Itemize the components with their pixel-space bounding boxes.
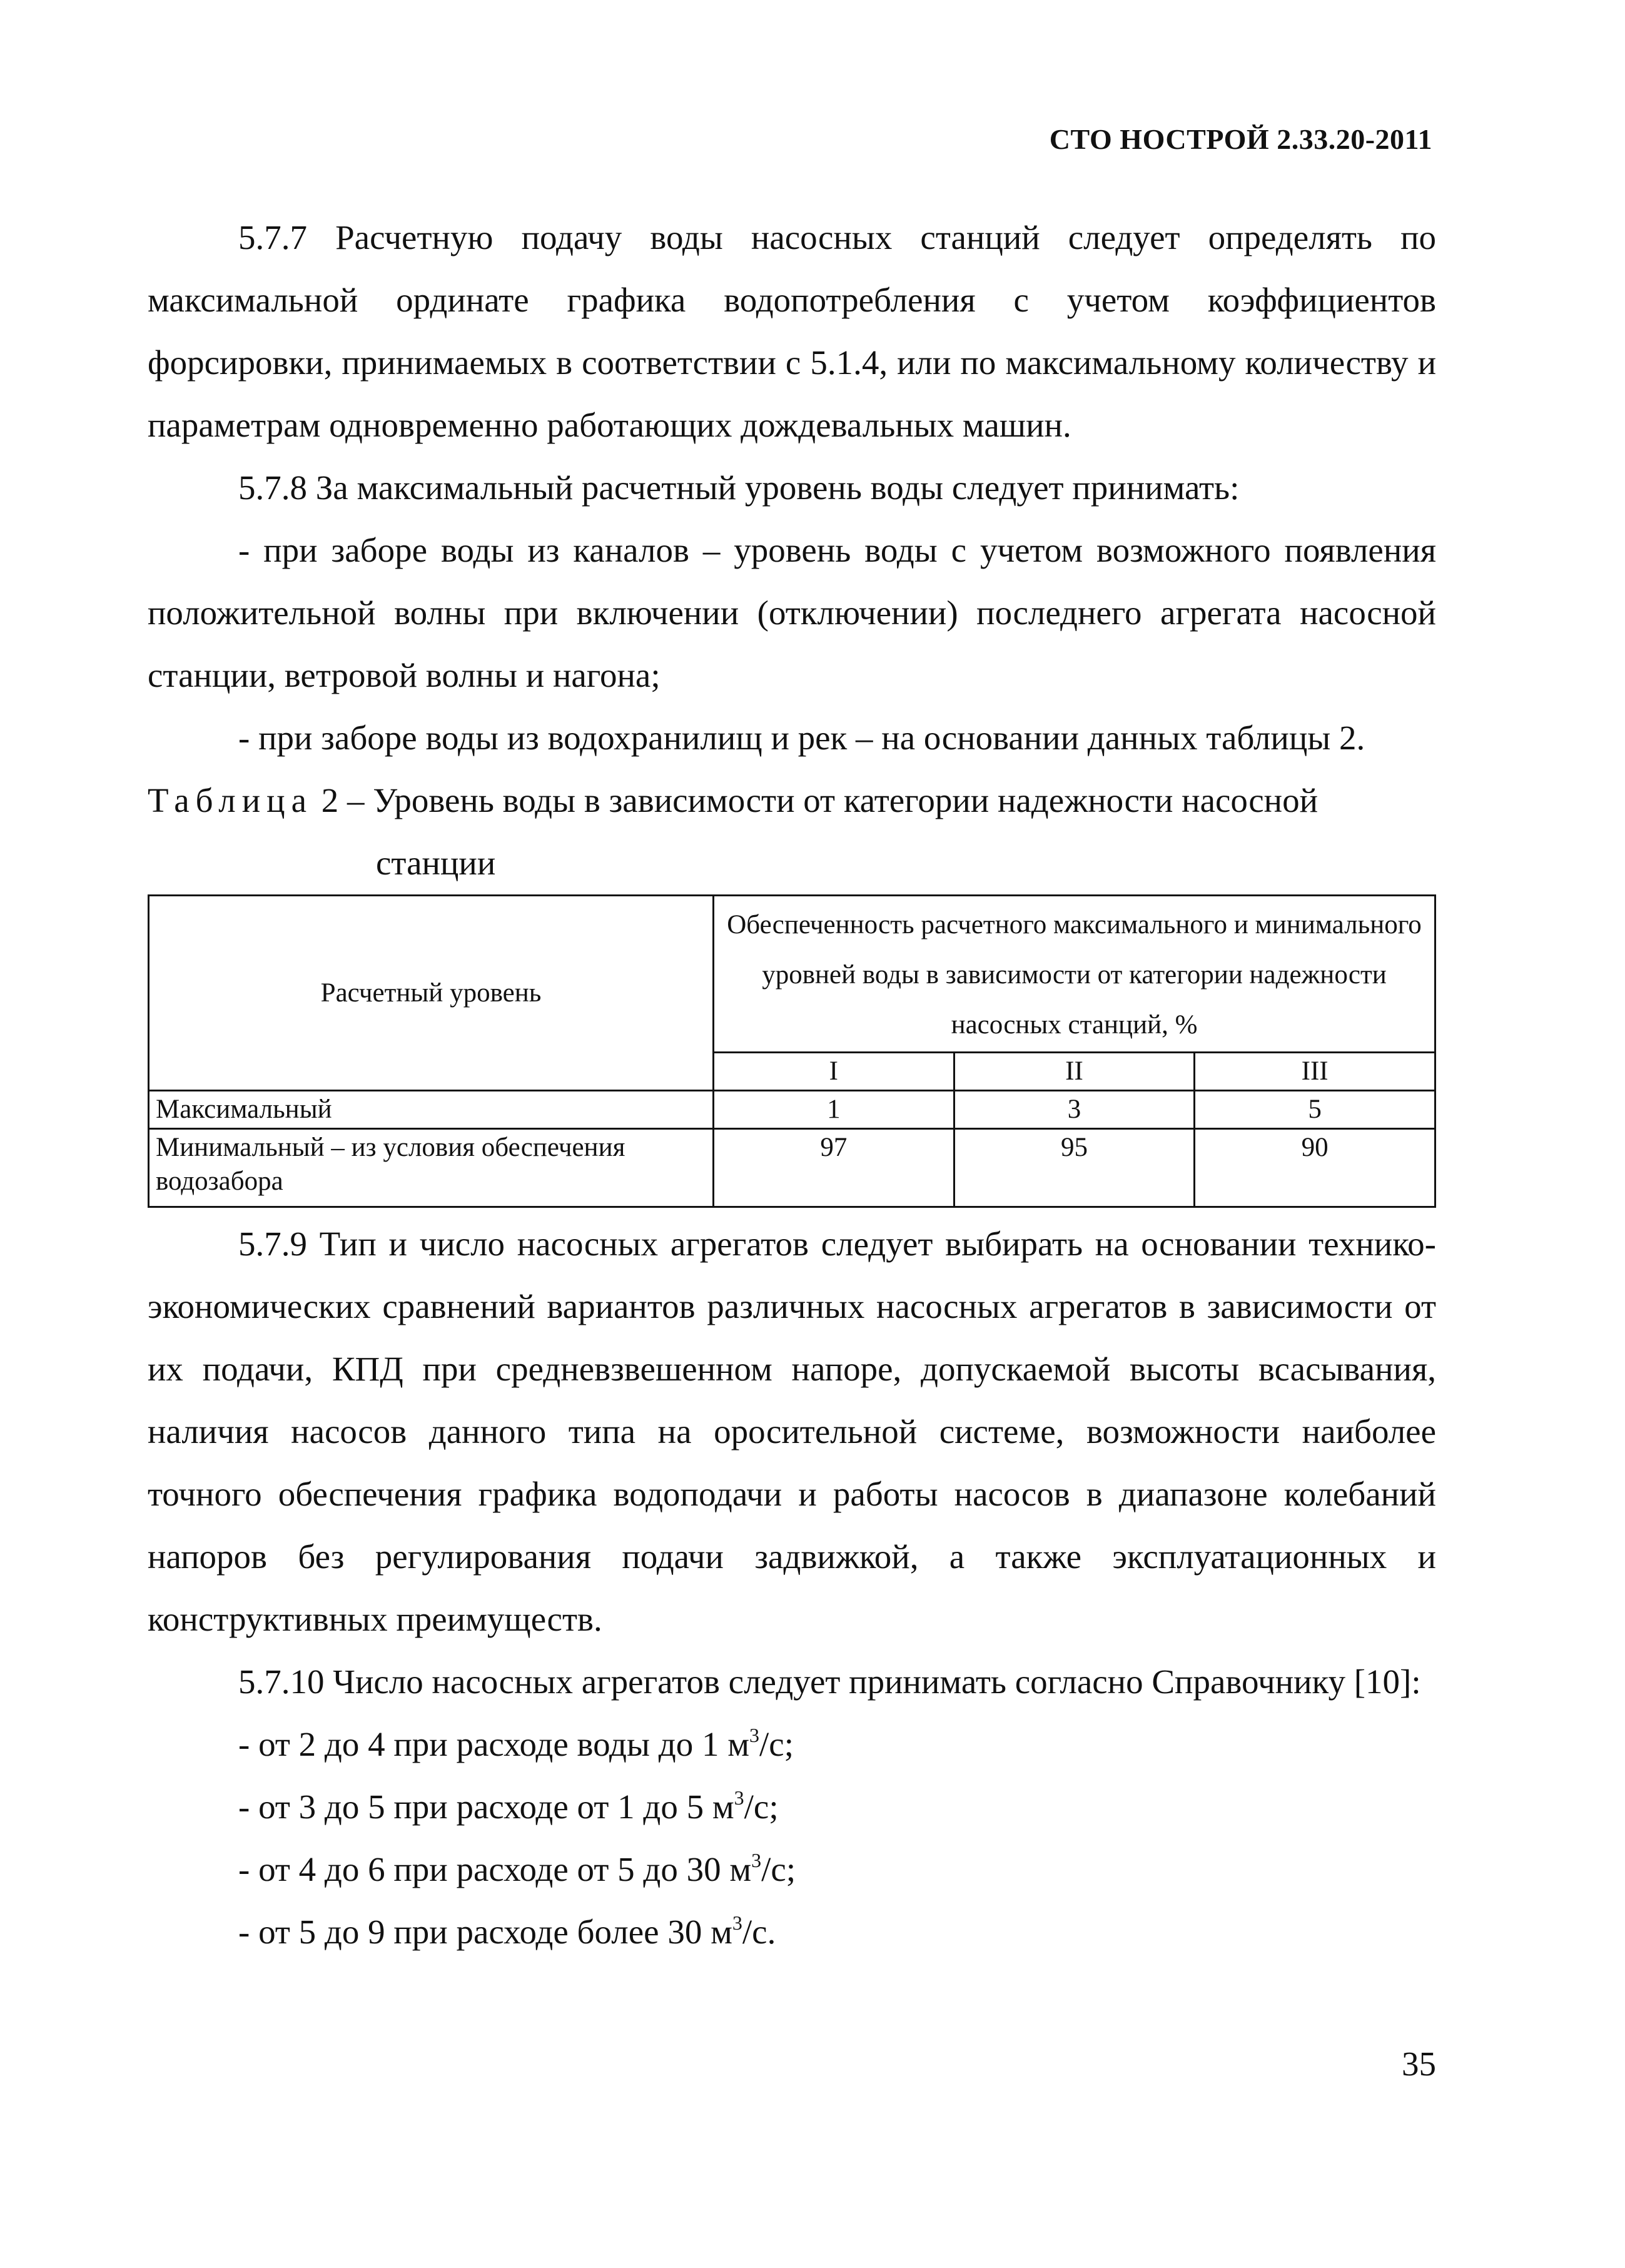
paragraph-5-7-9: 5.7.9 Тип и число насосных агрегатов следует выбирать на основании технико-экономических сравнений вариантов различных насосных агрегатов в зависимости от их подачи, КПД при средневзвешенном напоре, допускаемой высоты всасывания, наличия насосов данного типа на оросительной системе, возможности наиболее точного обеспечения графика водоподачи и работы насосов в диапазоне колебаний напоров без регулирования подачи задвижкой, а также эксплуатационных и конструктивных преимуществ. — [148, 1225, 1436, 1638]
list-item — [148, 1901, 1436, 1963]
table-cell: 5 — [1195, 1091, 1435, 1129]
paragraph-5-7-10: 5.7.10 Число насосных агрегатов следует принимать согласно Справочнику [10]: — [238, 1663, 1421, 1701]
table-header-provision-group: Обеспеченность расчетного максимального и минимального уровней воды в зависимости от категории надежности насосных станций, % — [714, 896, 1435, 1053]
table-cell: 3 — [954, 1091, 1195, 1129]
water-level-table — [148, 894, 1436, 1208]
list-item-superscript: 3 — [749, 1724, 760, 1746]
list-item-superscript: 3 — [732, 1911, 742, 1934]
paragraph-5-7-8-item-channels: - при заборе воды из каналов – уровень воды с учетом возможного появления положительной волны при включении (отключении) последнего агрегата насосной станции, ветровой волны и нагона; — [148, 531, 1436, 694]
table-cell: 97 — [714, 1129, 954, 1207]
body-text — [148, 206, 1436, 1963]
table-caption-lead: Таблица — [148, 781, 313, 819]
list-item-text: - от 2 до 4 при расходе воды до 1 м — [238, 1725, 750, 1763]
list-item-tail: /с. — [742, 1913, 776, 1951]
list-item-tail: /с; — [744, 1788, 779, 1826]
page-number: 35 — [1402, 2045, 1436, 2083]
paragraph-5-7-7: 5.7.7 Расчетную подачу воды насосных станций следует определять по максимальной ординате графика водопотребления с учетом коэффициентов форсировки, принимаемых в соответствии с 5.1.4, или по максимальному количеству и параметрам одновременно работающих дождевальных машин. — [148, 218, 1436, 444]
table-row-label: Минимальный – из условия обеспечения водозабора — [149, 1129, 714, 1207]
list-item — [148, 1776, 1436, 1838]
table-caption — [148, 769, 1436, 894]
paragraph-5-7-8: 5.7.8 За максимальный расчетный уровень воды следует принимать: — [238, 468, 1240, 507]
list-item — [148, 1713, 1436, 1776]
list-item-tail: /с; — [761, 1850, 796, 1888]
table-header-category-3: III — [1195, 1053, 1435, 1091]
table-header-category-1: I — [714, 1053, 954, 1091]
table-row — [149, 1129, 1435, 1207]
table-cell: 90 — [1195, 1129, 1435, 1207]
table-header-design-level: Расчетный уровень — [149, 896, 714, 1091]
list-item-tail: /с; — [759, 1725, 794, 1763]
paragraph-5-7-8-item-reservoirs: - при заборе воды из водохранилищ и рек – на основании данных таблицы 2. — [238, 719, 1365, 757]
table-cell: 1 — [714, 1091, 954, 1129]
list-item-superscript: 3 — [734, 1786, 744, 1809]
list-item-text: - от 4 до 6 при расходе от 5 до 30 м — [238, 1850, 752, 1888]
list-item-text: - от 3 до 5 при расходе от 1 до 5 м — [238, 1788, 734, 1826]
document-code-header: СТО НОСТРОЙ 2.33.20-2011 — [1049, 123, 1432, 155]
table-header-category-2: II — [954, 1053, 1195, 1091]
table-cell: 95 — [954, 1129, 1195, 1207]
table-row — [149, 1091, 1435, 1129]
list-item-superscript: 3 — [751, 1849, 762, 1871]
list-item-text: - от 5 до 9 при расходе более 30 м — [238, 1913, 732, 1951]
table-caption-continuation: станции — [376, 844, 496, 882]
list-item — [148, 1838, 1436, 1901]
table-caption-text: 2 – Уровень воды в зависимости от категории надежности насосной — [312, 781, 1319, 819]
table-row-label: Максимальный — [149, 1091, 714, 1129]
